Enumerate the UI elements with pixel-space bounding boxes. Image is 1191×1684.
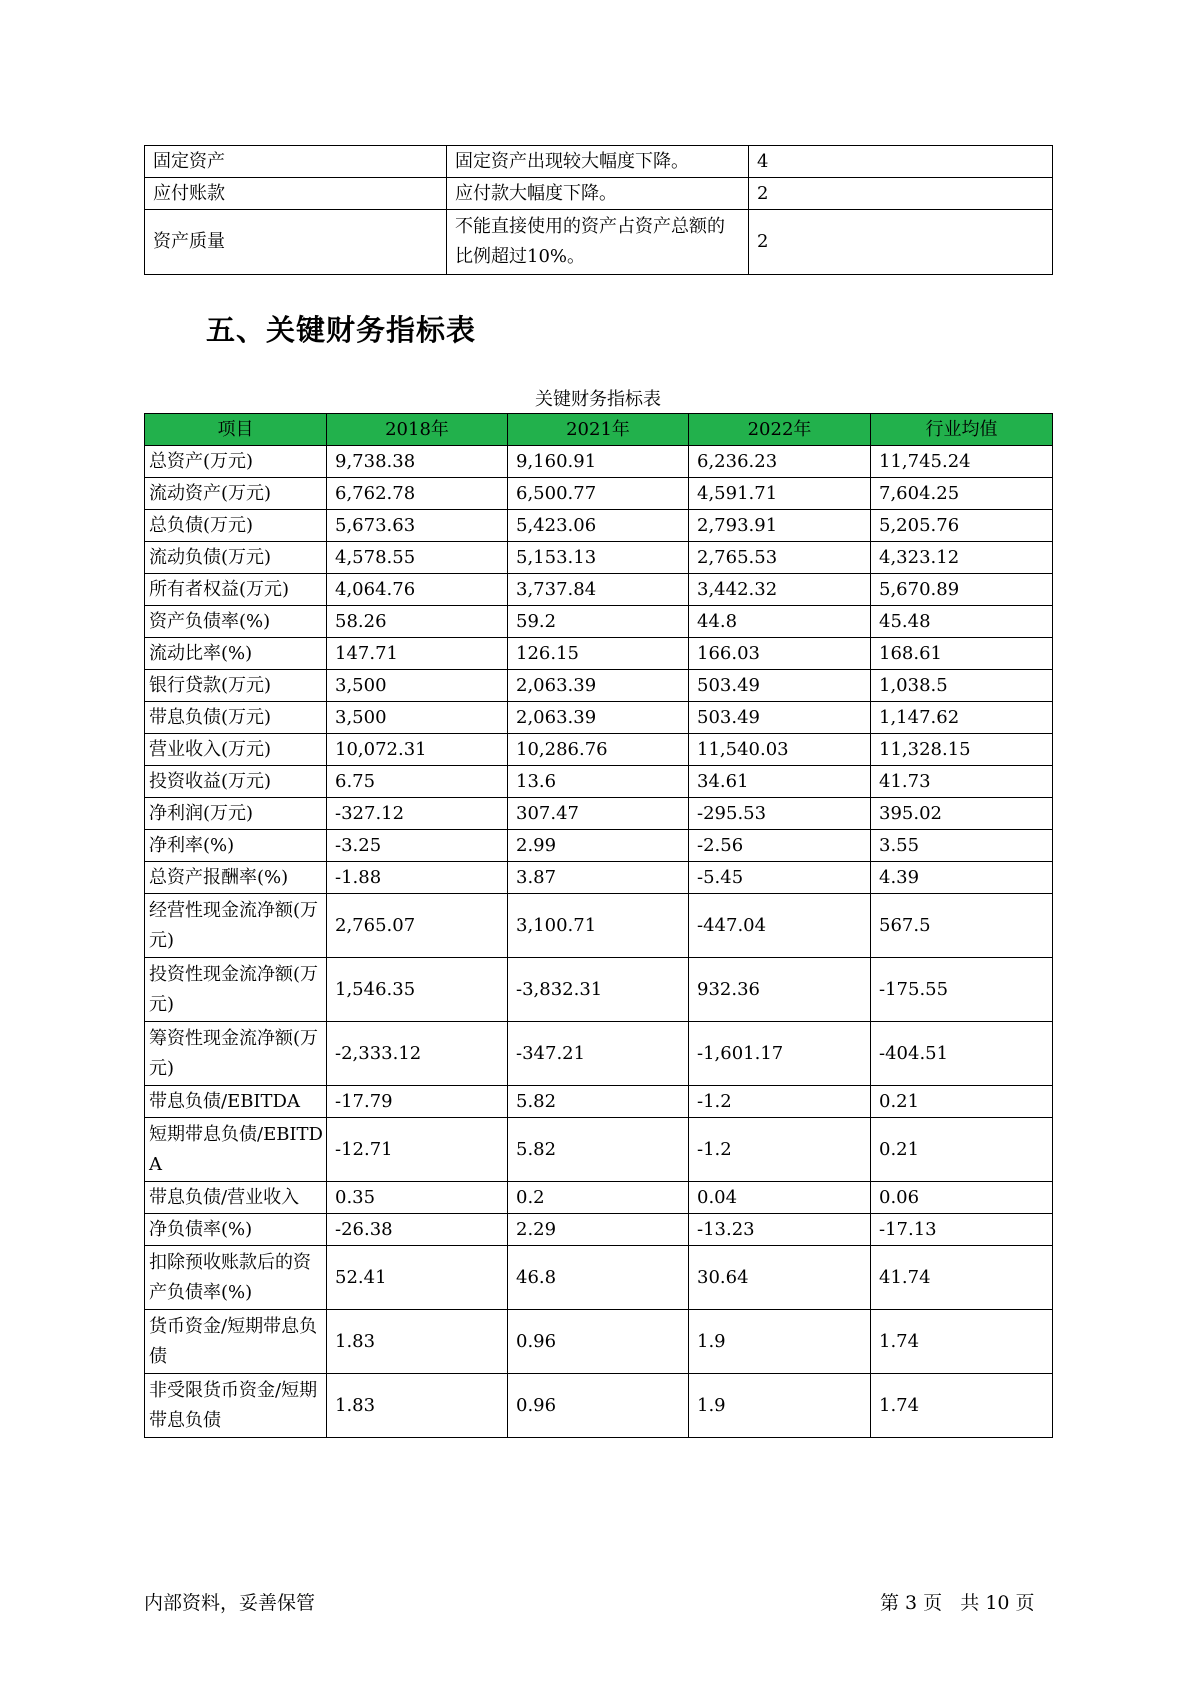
value-cell: 10,286.76: [508, 734, 689, 766]
value-cell: 5,423.06: [508, 510, 689, 542]
value-cell: 13.6: [508, 766, 689, 798]
value-cell: 0.04: [689, 1182, 871, 1214]
risk-description: 固定资产出现较大幅度下降。: [447, 146, 749, 178]
value-cell: 0.96: [508, 1374, 689, 1438]
value-cell: -26.38: [327, 1214, 508, 1246]
value-cell: 1.83: [327, 1374, 508, 1438]
value-cell: 1.74: [871, 1374, 1053, 1438]
value-cell: 0.21: [871, 1086, 1053, 1118]
column-header: 2022年: [689, 414, 871, 446]
value-cell: 11,328.15: [871, 734, 1053, 766]
table-row: [145, 606, 1053, 638]
value-cell: 2,063.39: [508, 670, 689, 702]
value-cell: -1.2: [689, 1086, 871, 1118]
value-cell: 4.39: [871, 862, 1053, 894]
value-cell: 59.2: [508, 606, 689, 638]
value-cell: 0.2: [508, 1182, 689, 1214]
value-cell: -1,601.17: [689, 1022, 871, 1086]
value-cell: -295.53: [689, 798, 871, 830]
value-cell: 9,160.91: [508, 446, 689, 478]
value-cell: 1,546.35: [327, 958, 508, 1022]
section-heading: 五、关键财务指标表: [206, 313, 477, 347]
row-label: 净负债率(%): [145, 1214, 327, 1246]
value-cell: 503.49: [689, 670, 871, 702]
value-cell: 1.83: [327, 1310, 508, 1374]
risk-score: 2: [749, 178, 1053, 210]
financial-indicators-table: [144, 413, 1053, 1438]
value-cell: 46.8: [508, 1246, 689, 1310]
value-cell: 7,604.25: [871, 478, 1053, 510]
row-label: 总资产(万元): [145, 446, 327, 478]
table-row: [145, 1182, 1053, 1214]
value-cell: -17.79: [327, 1086, 508, 1118]
value-cell: 395.02: [871, 798, 1053, 830]
row-label: 净利润(万元): [145, 798, 327, 830]
value-cell: 166.03: [689, 638, 871, 670]
value-cell: 10,072.31: [327, 734, 508, 766]
row-label: 所有者权益(万元): [145, 574, 327, 606]
risk-table: [144, 145, 1053, 275]
row-label: 投资收益(万元): [145, 766, 327, 798]
table-row: [145, 830, 1053, 862]
risk-score: 4: [749, 146, 1053, 178]
value-cell: 3,442.32: [689, 574, 871, 606]
table-row: [145, 734, 1053, 766]
value-cell: 3,500: [327, 670, 508, 702]
value-cell: 11,745.24: [871, 446, 1053, 478]
value-cell: 1.9: [689, 1310, 871, 1374]
value-cell: 3.87: [508, 862, 689, 894]
value-cell: 168.61: [871, 638, 1053, 670]
column-header: 2018年: [327, 414, 508, 446]
table-row: [145, 146, 1053, 178]
table-row: [145, 1374, 1053, 1438]
value-cell: -13.23: [689, 1214, 871, 1246]
value-cell: 2.99: [508, 830, 689, 862]
row-label: 投资性现金流净额(万元): [145, 958, 327, 1022]
value-cell: 4,064.76: [327, 574, 508, 606]
value-cell: -347.21: [508, 1022, 689, 1086]
value-cell: 45.48: [871, 606, 1053, 638]
risk-description: 不能直接使用的资产占资产总额的比例超过10%。: [447, 210, 749, 275]
value-cell: 2,765.07: [327, 894, 508, 958]
row-label: 总负债(万元): [145, 510, 327, 542]
row-label: 带息负债/EBITDA: [145, 1086, 327, 1118]
table-row: [145, 574, 1053, 606]
table-row: [145, 1118, 1053, 1182]
table-row: [145, 798, 1053, 830]
value-cell: 1.74: [871, 1310, 1053, 1374]
value-cell: 147.71: [327, 638, 508, 670]
value-cell: 6,236.23: [689, 446, 871, 478]
row-label: 流动比率(%): [145, 638, 327, 670]
value-cell: -404.51: [871, 1022, 1053, 1086]
value-cell: 5,205.76: [871, 510, 1053, 542]
table-row: [145, 478, 1053, 510]
value-cell: 0.21: [871, 1118, 1053, 1182]
value-cell: -327.12: [327, 798, 508, 830]
table-row: [145, 958, 1053, 1022]
value-cell: 3,500: [327, 702, 508, 734]
value-cell: -17.13: [871, 1214, 1053, 1246]
value-cell: 126.15: [508, 638, 689, 670]
value-cell: 30.64: [689, 1246, 871, 1310]
table-row: [145, 766, 1053, 798]
value-cell: 932.36: [689, 958, 871, 1022]
value-cell: 567.5: [871, 894, 1053, 958]
row-label: 短期带息负债/EBITDA: [145, 1118, 327, 1182]
row-label: 营业收入(万元): [145, 734, 327, 766]
column-header: 项目: [145, 414, 327, 446]
value-cell: 2.29: [508, 1214, 689, 1246]
risk-item: 固定资产: [145, 146, 447, 178]
row-label: 非受限货币资金/短期带息负债: [145, 1374, 327, 1438]
value-cell: 5,153.13: [508, 542, 689, 574]
risk-description: 应付款大幅度下降。: [447, 178, 749, 210]
value-cell: 58.26: [327, 606, 508, 638]
value-cell: 44.8: [689, 606, 871, 638]
value-cell: 1,147.62: [871, 702, 1053, 734]
risk-item: 资产质量: [145, 210, 447, 275]
table-row: [145, 1246, 1053, 1310]
value-cell: 6,762.78: [327, 478, 508, 510]
value-cell: -2.56: [689, 830, 871, 862]
value-cell: 2,793.91: [689, 510, 871, 542]
value-cell: -12.71: [327, 1118, 508, 1182]
table-row: [145, 1086, 1053, 1118]
value-cell: -175.55: [871, 958, 1053, 1022]
value-cell: 5,670.89: [871, 574, 1053, 606]
value-cell: 2,765.53: [689, 542, 871, 574]
value-cell: 9,738.38: [327, 446, 508, 478]
value-cell: 3,737.84: [508, 574, 689, 606]
value-cell: -1.2: [689, 1118, 871, 1182]
column-header: 2021年: [508, 414, 689, 446]
row-label: 银行贷款(万元): [145, 670, 327, 702]
value-cell: 5,673.63: [327, 510, 508, 542]
table-header-row: [145, 414, 1053, 446]
value-cell: 1.9: [689, 1374, 871, 1438]
value-cell: -3.25: [327, 830, 508, 862]
value-cell: 52.41: [327, 1246, 508, 1310]
value-cell: -2,333.12: [327, 1022, 508, 1086]
value-cell: 503.49: [689, 702, 871, 734]
value-cell: 5.82: [508, 1086, 689, 1118]
row-label: 净利率(%): [145, 830, 327, 862]
value-cell: 2,063.39: [508, 702, 689, 734]
risk-item: 应付账款: [145, 178, 447, 210]
table-row: [145, 1310, 1053, 1374]
row-label: 带息负债(万元): [145, 702, 327, 734]
value-cell: 6,500.77: [508, 478, 689, 510]
value-cell: 41.74: [871, 1246, 1053, 1310]
table-row: [145, 1022, 1053, 1086]
value-cell: 41.73: [871, 766, 1053, 798]
row-label: 流动资产(万元): [145, 478, 327, 510]
table-caption: 关键财务指标表: [535, 389, 661, 410]
table-row: [145, 670, 1053, 702]
value-cell: -1.88: [327, 862, 508, 894]
footer-confidential-note: 内部资料，妥善保管: [144, 1592, 316, 1614]
value-cell: 4,591.71: [689, 478, 871, 510]
row-label: 带息负债/营业收入: [145, 1182, 327, 1214]
value-cell: 4,578.55: [327, 542, 508, 574]
table-row: [145, 178, 1053, 210]
column-header: 行业均值: [871, 414, 1053, 446]
row-label: 资产负债率(%): [145, 606, 327, 638]
value-cell: -3,832.31: [508, 958, 689, 1022]
row-label: 总资产报酬率(%): [145, 862, 327, 894]
risk-score: 2: [749, 210, 1053, 275]
table-row: [145, 542, 1053, 574]
table-row: [145, 446, 1053, 478]
value-cell: 3,100.71: [508, 894, 689, 958]
row-label: 筹资性现金流净额(万元): [145, 1022, 327, 1086]
value-cell: 34.61: [689, 766, 871, 798]
value-cell: 5.82: [508, 1118, 689, 1182]
row-label: 经营性现金流净额(万元): [145, 894, 327, 958]
row-label: 扣除预收账款后的资产负债率(%): [145, 1246, 327, 1310]
table-row: [145, 210, 1053, 275]
table-row: [145, 1214, 1053, 1246]
table-body: [145, 446, 1053, 1438]
table-row: [145, 862, 1053, 894]
value-cell: -447.04: [689, 894, 871, 958]
value-cell: 6.75: [327, 766, 508, 798]
table-row: [145, 702, 1053, 734]
value-cell: -5.45: [689, 862, 871, 894]
value-cell: 4,323.12: [871, 542, 1053, 574]
value-cell: 0.96: [508, 1310, 689, 1374]
value-cell: 3.55: [871, 830, 1053, 862]
table-row: [145, 638, 1053, 670]
row-label: 货币资金/短期带息负债: [145, 1310, 327, 1374]
footer-page-number: 第 3 页 共 10 页: [880, 1592, 1035, 1614]
value-cell: 1,038.5: [871, 670, 1053, 702]
value-cell: 0.06: [871, 1182, 1053, 1214]
value-cell: 307.47: [508, 798, 689, 830]
row-label: 流动负债(万元): [145, 542, 327, 574]
table-row: [145, 894, 1053, 958]
value-cell: 0.35: [327, 1182, 508, 1214]
table-row: [145, 510, 1053, 542]
value-cell: 11,540.03: [689, 734, 871, 766]
